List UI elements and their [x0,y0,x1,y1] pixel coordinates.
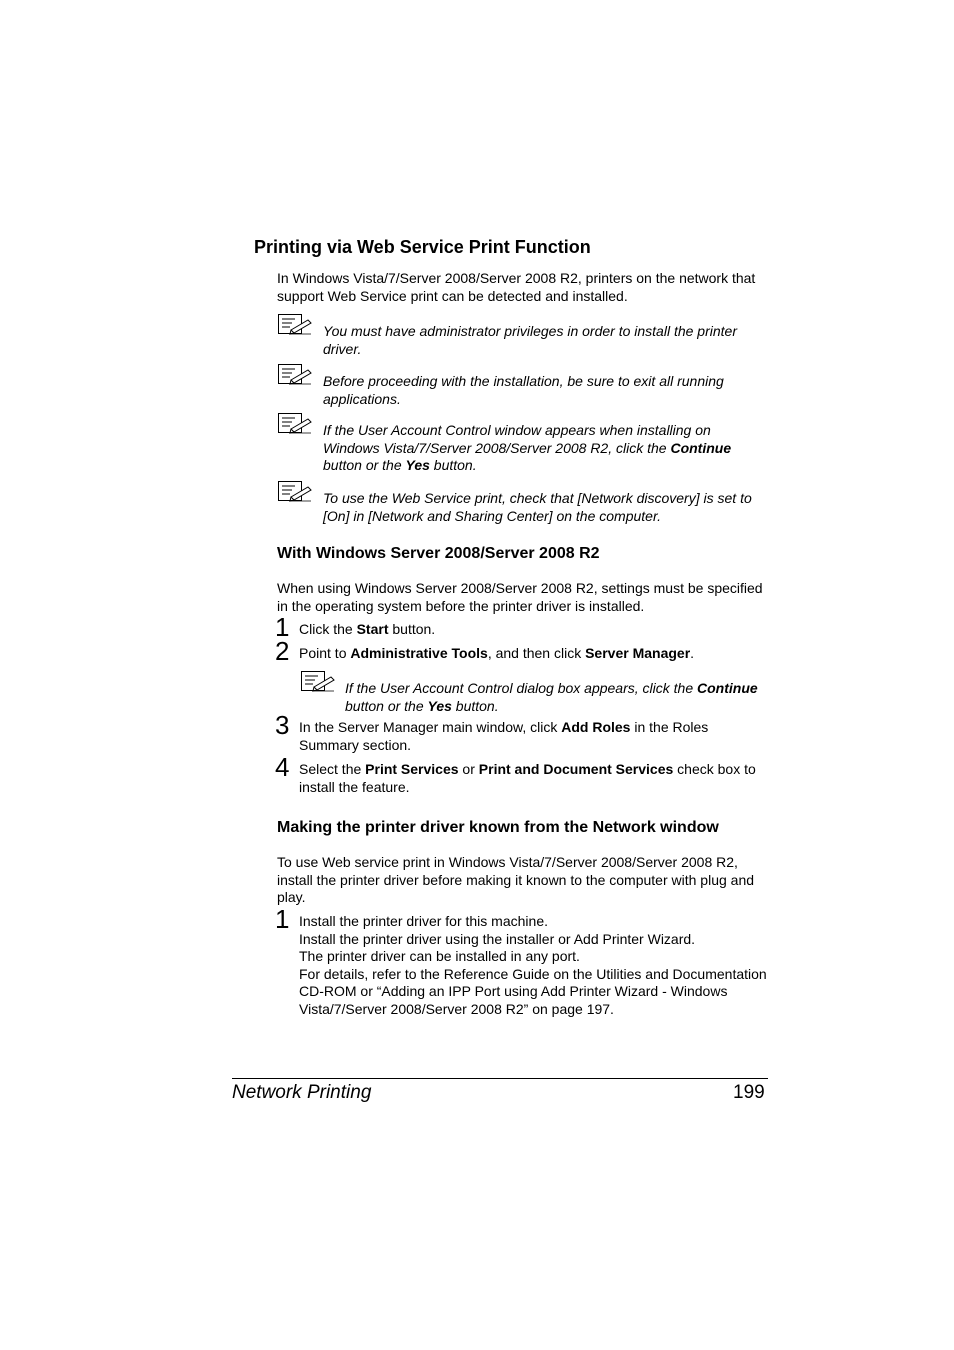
step-text: Point to Administrative Tools, and then click Server Manager. [299,645,695,661]
intro-paragraph: In Windows Vista/7/Server 2008/Server 2008 R2, printers on the network that support Web Service print can be detected and installed. [277,270,756,304]
subsection-intro-network-window: To use Web service print in Windows Vista/7/Server 2008/Server 2008 R2, install the printer driver before making it known to the computer with plug and play. [277,854,755,906]
step-number: 3 [275,710,290,740]
footer-rule [232,1078,768,1079]
step-number: 4 [275,752,290,782]
subsection-intro-server: When using Windows Server 2008/Server 2008 R2, settings must be specified in the operating system before the printer driver is installed. [277,580,763,614]
step-number: 2 [275,636,290,666]
note-pencil-icon [277,363,313,385]
subsection-title-network-window: Making the printer driver known from the Network window [277,819,719,836]
note-pencil-icon [277,480,313,502]
step-text: Select the Print Services or Print and Document Services check box to install the feature. [299,761,756,795]
footer-chapter-title: Network Printing [232,1082,372,1103]
note-pencil-icon [300,670,336,692]
step-number: 1 [275,612,290,642]
footer-page-number: 199 [733,1082,765,1103]
subsection-title-server: With Windows Server 2008/Server 2008 R2 [277,545,600,562]
step-number: 1 [275,904,290,934]
note-pencil-icon [277,412,313,434]
section-title: Printing via Web Service Print Function [254,237,591,257]
step-text: In the Server Manager main window, click Add Roles in the Roles Summary section. [299,719,709,753]
step-text: Click the Start button. [299,621,436,637]
note-pencil-icon [277,313,313,335]
step-text: Install the printer driver for this machine. Install the printer driver using the installer or Add Printer Wizard. The printer driver can be installed in any port. For details, refer to the Reference Guide on the Utilities and Documentation CD-ROM or “Adding an IPP Port using Add Printer Wizard - Windows Vista/7/Server 2008/Server 2008 R2” on page 197. [299,913,767,1017]
